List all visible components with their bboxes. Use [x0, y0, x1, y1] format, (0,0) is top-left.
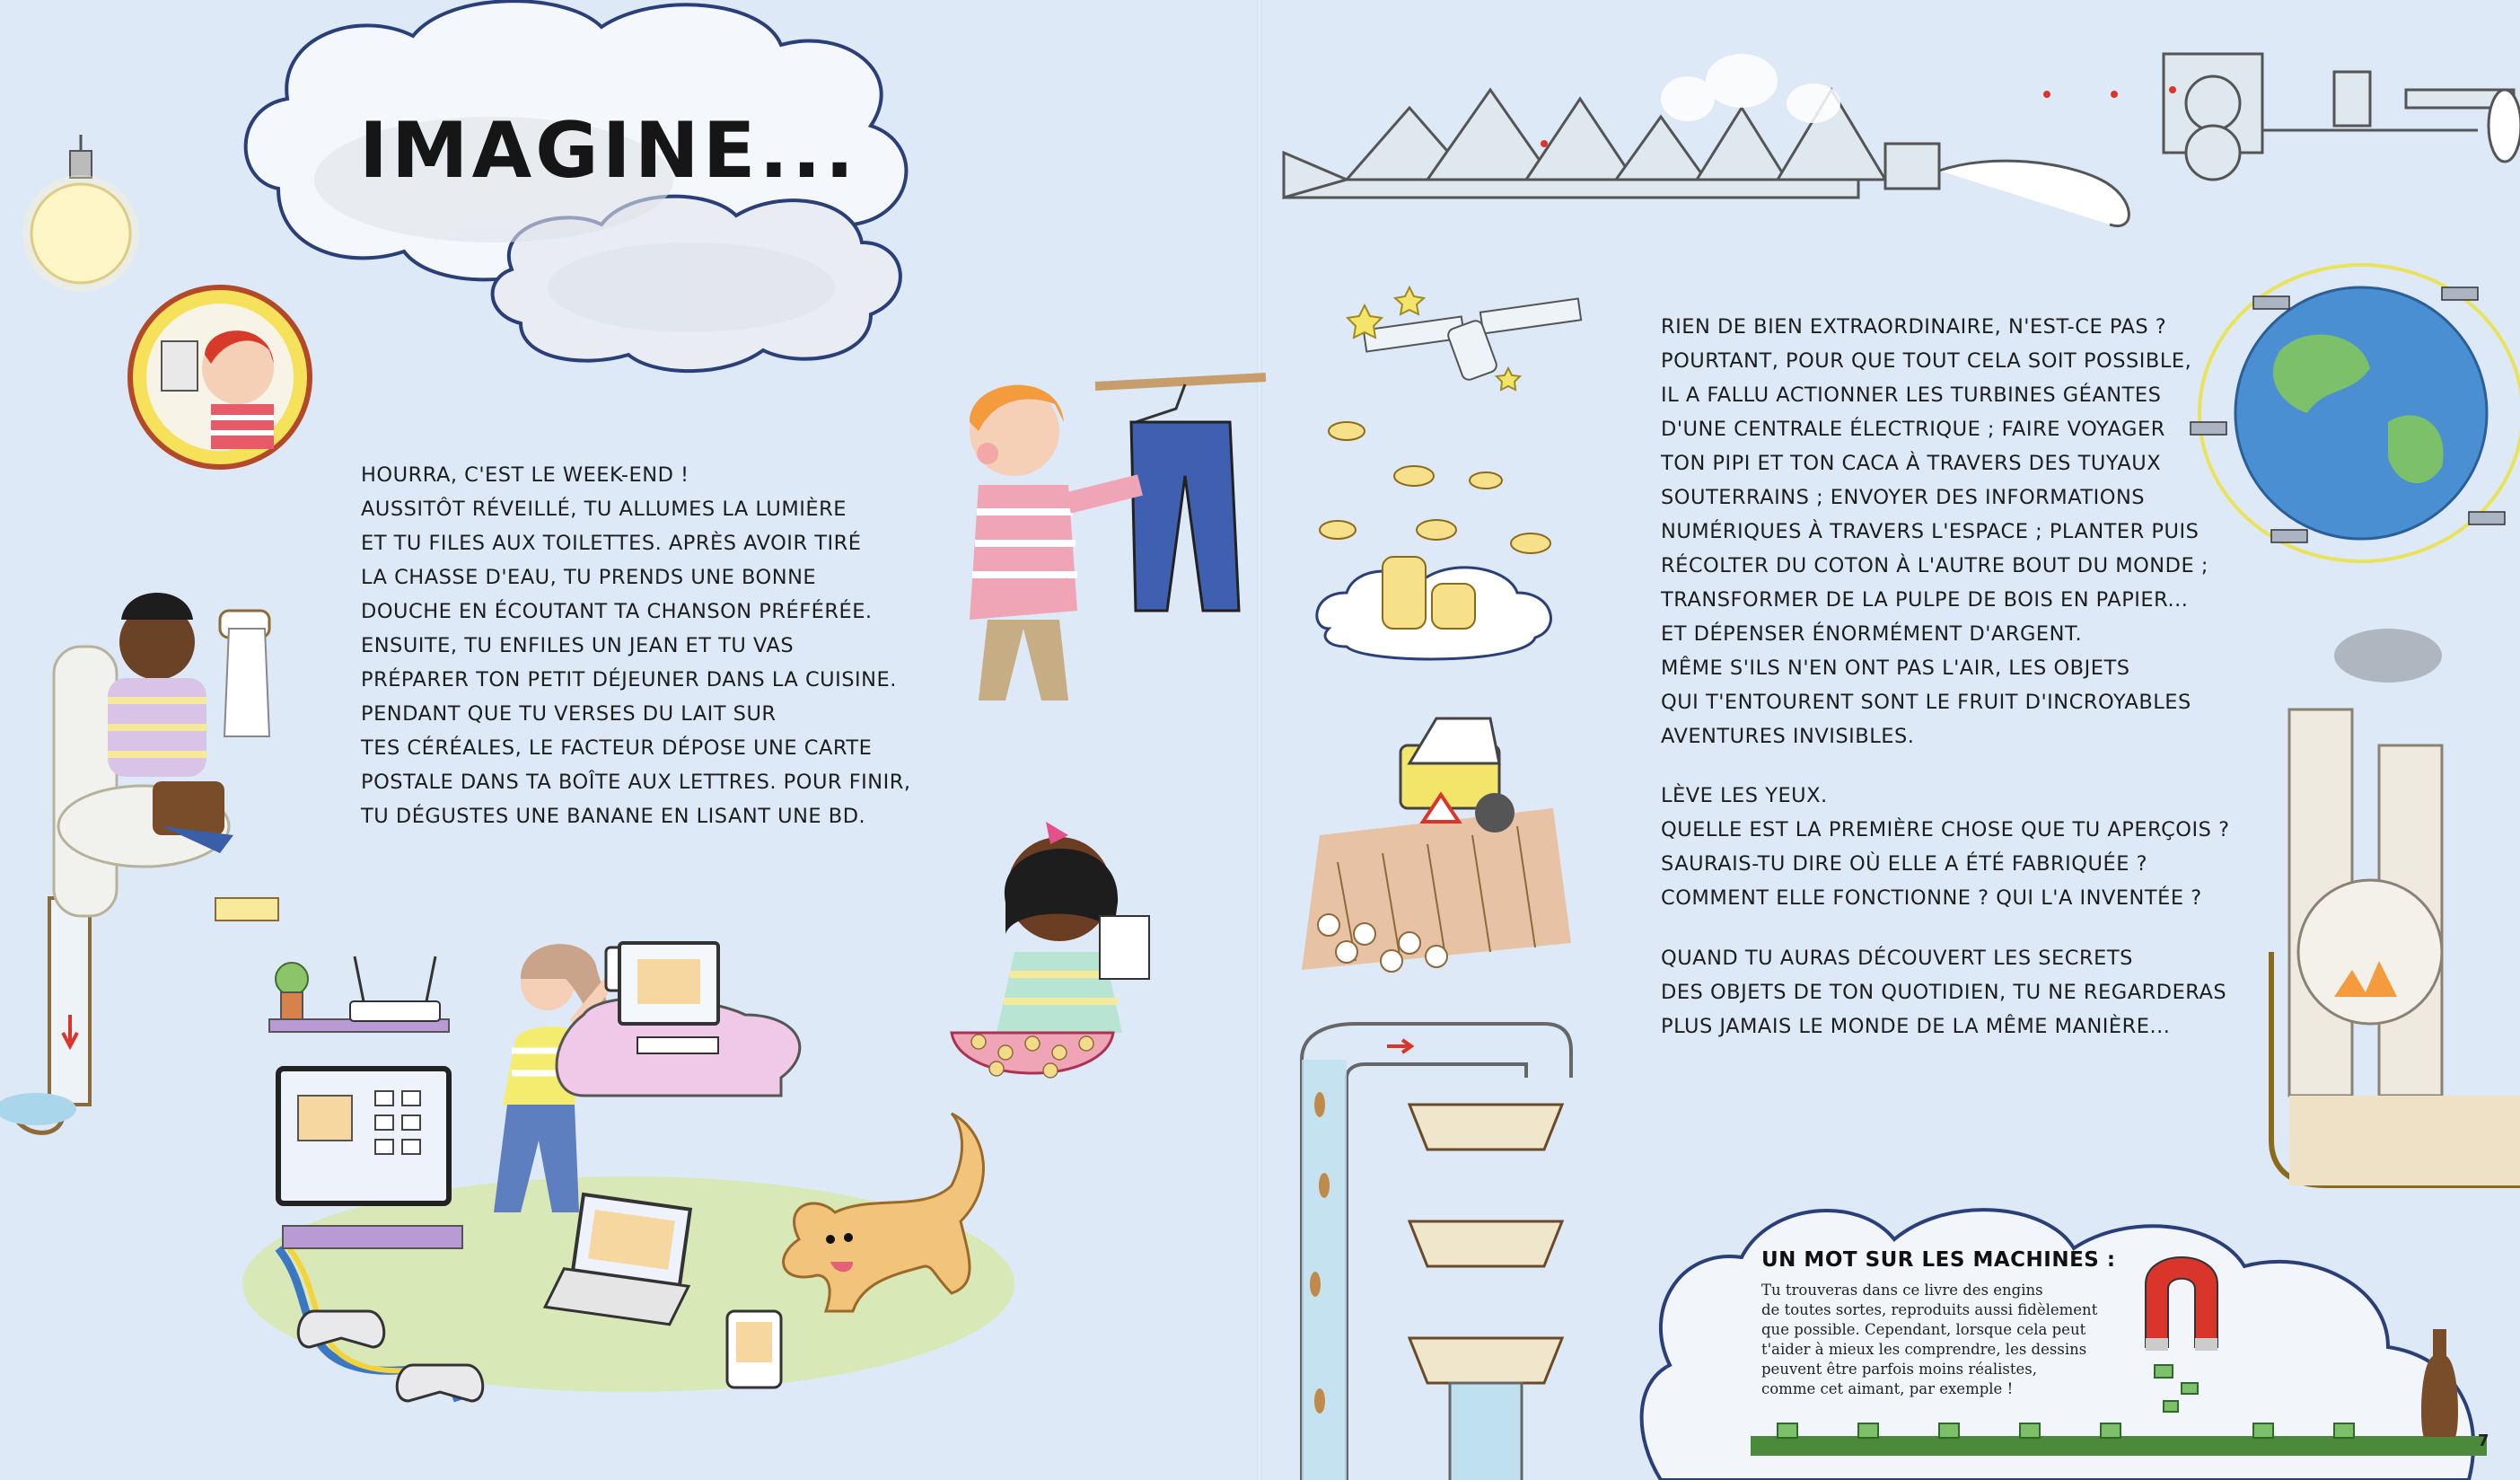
explanation-line: MÊME S'ILS N'EN ONT PAS L'AIR, LES OBJETS	[1661, 656, 2130, 680]
question-line: COMMENT ELLE FONCTIONNE ? QUI L'A INVENTÉE ?	[1661, 886, 2202, 910]
question-line: SAURAIS-TU DIRE OÙ ELLE A ÉTÉ FABRIQUÉE ?	[1661, 852, 2148, 876]
intro-line: ET TU FILES AUX TOILETTES. APRÈS AVOIR TIRÉ	[361, 532, 862, 555]
intro-line: POSTALE DANS TA BOÎTE AUX LETTRES. POUR FINIR,	[361, 771, 911, 794]
explanation-line: ET DÉPENSER ÉNORMÉMENT D'ARGENT.	[1661, 622, 2083, 646]
girl-eating-cereal-illustration	[943, 817, 1212, 1096]
intro-line: TES CÉRÉALES, LE FACTEUR DÉPOSE UNE CARTE	[361, 736, 873, 760]
explanation-line: AVENTURES INVISIBLES.	[1661, 725, 1915, 748]
explanation-line: POURTANT, POUR QUE TOUT CELA SOIT POSSIBLE,	[1661, 349, 2192, 373]
explanation-paragraph	[1661, 310, 2208, 753]
intro-line: AUSSITÔT RÉVEILLÉ, TU ALLUMES LA LUMIÈRE	[361, 498, 847, 521]
intro-line: LA CHASSE D'EAU, TU PRENDS UNE BONNE	[361, 566, 817, 589]
cotton-field-tractor-illustration	[1284, 709, 1580, 979]
explanation-line: D'UNE CENTRALE ÉLECTRIQUE ; FAIRE VOYAGER	[1661, 418, 2165, 441]
question-paragraph	[1661, 779, 2230, 915]
boy-light-switch-illustration	[126, 278, 314, 476]
sewage-pipes-illustration	[1293, 1024, 1634, 1480]
power-plant-illustration	[2271, 620, 2520, 1194]
intro-line: HOURRA, C'EST LE WEEK-END !	[361, 463, 689, 487]
intro-line: ENSUITE, TU ENFILES UN JEAN ET TU VAS	[361, 634, 795, 657]
closing-line: PLUS JAMAIS LE MONDE DE LA MÊME MANIÈRE...	[1661, 1015, 2171, 1038]
note-line: de toutes sortes, reproduits aussi fidèlement	[1761, 1301, 2098, 1318]
page-gutter	[1257, 0, 1262, 1480]
explanation-line: QUI T'ENTOURENT SONT LE FRUIT D'INCROYABLES	[1661, 691, 2191, 714]
note-line: comme cet aimant, par exemple !	[1761, 1380, 2014, 1397]
question-line: QUELLE EST LA PREMIÈRE CHOSE QUE TU APERÇOIS ?	[1661, 818, 2230, 841]
note-line: t'aider à mieux les comprendre, les dessins	[1761, 1341, 2087, 1358]
closing-line: QUAND TU AURAS DÉCOUVERT LES SECRETS	[1661, 947, 2133, 970]
question-line: LÈVE LES YEUX.	[1661, 784, 1828, 807]
intro-line: TU DÉGUSTES UNE BANANE EN LISANT UNE BD.	[361, 805, 866, 828]
explanation-line: RÉCOLTER DU COTON À L'AUTRE BOUT DU MONDE ;	[1661, 554, 2208, 577]
explanation-line: RIEN DE BIEN EXTRAORDINAIRE, N'EST-CE PAS ?	[1661, 315, 2167, 339]
living-room-devices-illustration	[242, 916, 1050, 1419]
explanation-line: SOUTERRAINS ; ENVOYER DES INFORMATIONS	[1661, 486, 2146, 509]
magnet-conveyor-illustration	[1751, 1239, 2487, 1480]
page-title: IMAGINE...	[359, 106, 858, 196]
child-with-jeans-illustration	[961, 359, 1266, 718]
light-bulb-icon	[27, 135, 135, 305]
page-number: 7	[2478, 1432, 2489, 1450]
note-line: peuvent être parfois moins réalistes,	[1761, 1361, 2037, 1378]
explanation-line: IL A FALLU ACTIONNER LES TURBINES GÉANTES	[1661, 383, 2162, 407]
note-line: Tu trouveras dans ce livre des engins	[1761, 1282, 2043, 1299]
intro-line: DOUCHE EN ÉCOUTANT TA CHANSON PRÉFÉRÉE.	[361, 600, 873, 623]
intro-line: PENDANT QUE TU VERSES DU LAIT SUR	[361, 702, 777, 726]
globe-satellites-illustration	[2173, 242, 2520, 584]
intro-line: PRÉPARER TON PETIT DÉJEUNER DANS LA CUISINE.	[361, 668, 897, 692]
intro-paragraph	[361, 458, 911, 833]
satellite-and-coins-illustration	[1311, 287, 1607, 683]
explanation-line: TON PIPI ET TON CACA À TRAVERS DES TUYAUX	[1661, 452, 2162, 475]
paper-machine-illustration	[1275, 54, 2520, 242]
closing-paragraph	[1661, 941, 2226, 1044]
note-line: que possible. Cependant, lorsque cela peut	[1761, 1321, 2086, 1338]
closing-line: DES OBJETS DE TON QUOTIDIEN, TU NE REGARDERAS	[1661, 981, 2227, 1004]
explanation-line: TRANSFORMER DE LA PULPE DE BOIS EN PAPIER...	[1661, 588, 2189, 612]
explanation-line: NUMÉRIQUES À TRAVERS L'ESPACE ; PLANTER PUIS	[1661, 520, 2200, 543]
note-title: UN MOT SUR LES MACHINES :	[1761, 1248, 2116, 1272]
